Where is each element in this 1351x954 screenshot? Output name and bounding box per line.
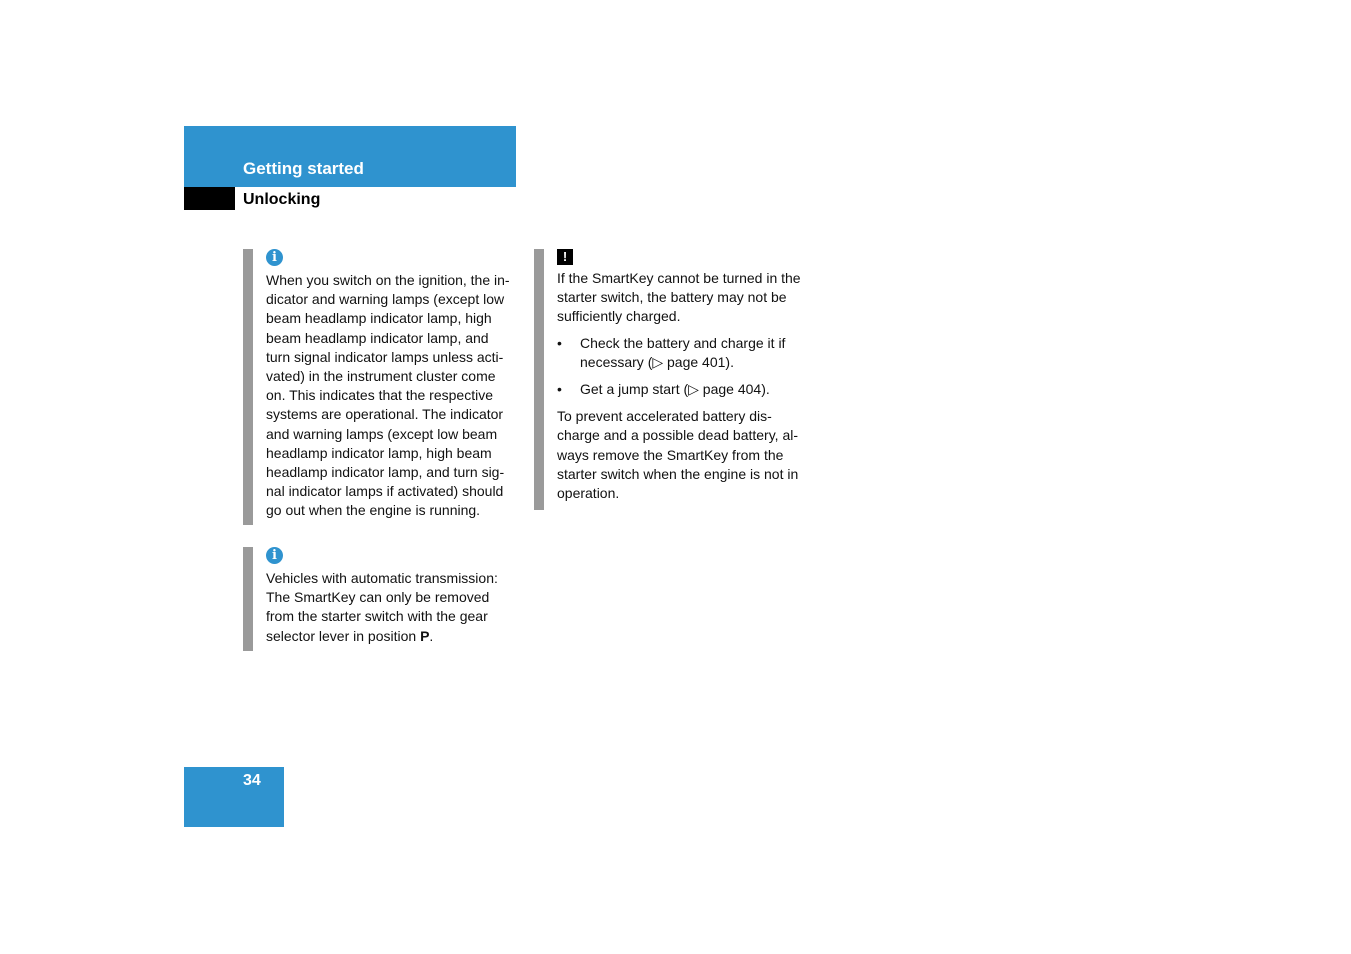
note-line: headlamp indicator lamp, and turn sig- [266, 464, 505, 481]
note-line: Check the battery and charge it if [580, 334, 786, 351]
bullet-icon: • [557, 381, 562, 398]
list-item [557, 380, 814, 399]
note-text [266, 271, 523, 521]
note-line: The SmartKey can only be removed [266, 589, 490, 606]
note-line: necessary (▷ page 401). [580, 353, 734, 370]
note-line: go out when the engine is running. [266, 502, 481, 519]
info-note-ignition [243, 249, 523, 525]
note-line: When you switch on the ignition, the in- [266, 272, 510, 288]
subsection-title: Unlocking [243, 191, 321, 208]
info-note-automatic-transmission [243, 547, 523, 651]
note-line: To prevent accelerated battery dis- [557, 408, 772, 425]
note-text [557, 269, 814, 503]
bullet-icon: • [557, 334, 562, 351]
page-number: 34 [243, 772, 261, 789]
note-line: ways remove the SmartKey from the [557, 446, 784, 463]
note-text [266, 569, 523, 646]
note-line: starter switch when the engine is not in [557, 465, 799, 482]
note-line: sufficiently charged. [557, 308, 681, 325]
note-line: and warning lamps (except low beam [266, 425, 498, 442]
note-bar [534, 249, 544, 510]
note-line: systems are operational. The indicator [266, 406, 504, 423]
page-number-box [184, 767, 284, 827]
note-line: dicator and warning lamps (except low [266, 291, 505, 308]
warning-note-smartkey [534, 249, 814, 510]
note-bar [243, 547, 253, 651]
note-line: Get a jump start (▷ page 404). [580, 381, 770, 398]
warning-icon: ! [557, 249, 573, 265]
note-line: charge and a possible dead battery, al- [557, 427, 799, 444]
note-line: Vehicles with automatic transmission: [266, 570, 498, 586]
note-line: on. This indicates that the respective [266, 387, 493, 404]
info-icon: i [266, 249, 283, 266]
note-line: turn signal indicator lamps unless acti- [266, 348, 504, 365]
note-line: operation. [557, 485, 620, 502]
note-line: starter switch, the battery may not be [557, 289, 787, 306]
bullet-list [557, 334, 814, 400]
gear-position: P [420, 627, 430, 644]
note-line: headlamp indicator lamp, high beam [266, 444, 492, 461]
section-title: Getting started [243, 159, 364, 178]
info-icon: i [266, 547, 283, 564]
note-line: nal indicator lamps if activated) should [266, 483, 504, 500]
note-line: If the SmartKey cannot be turned in the [557, 270, 801, 286]
section-marker-tab [184, 187, 235, 210]
note-line: from the starter switch with the gear [266, 608, 488, 625]
note-bar [243, 249, 253, 525]
list-item [557, 334, 814, 372]
note-line: beam headlamp indicator lamp, and [266, 329, 489, 346]
note-line: selector lever in position P. [266, 627, 434, 644]
note-line: vated) in the instrument cluster come [266, 368, 496, 385]
note-line: beam headlamp indicator lamp, high [266, 310, 492, 327]
